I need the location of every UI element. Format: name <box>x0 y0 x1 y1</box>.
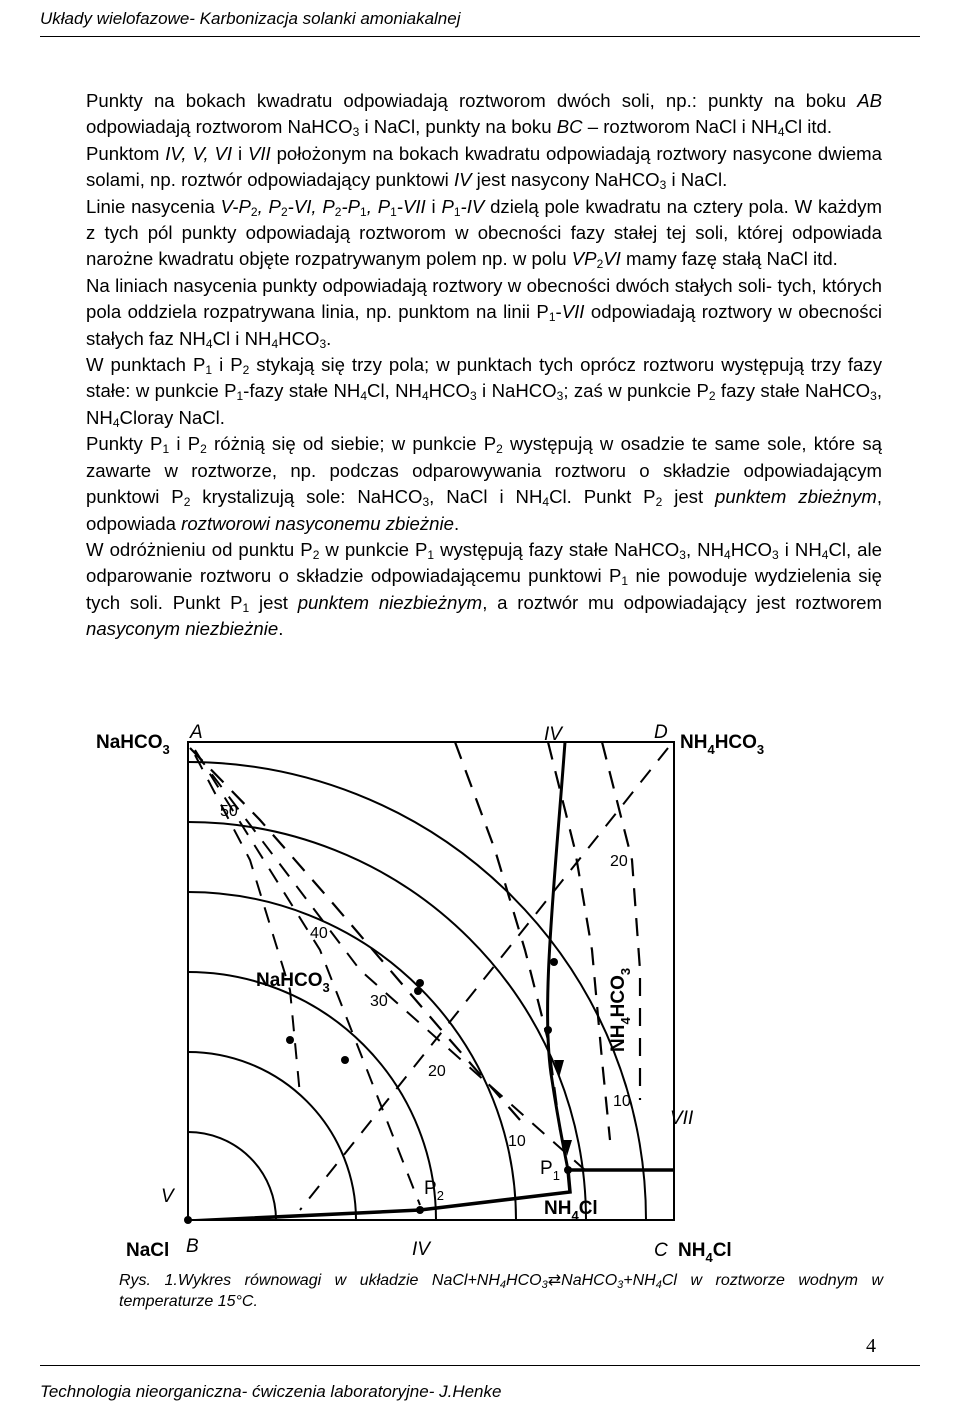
corner-label-nahco3: NaHCO$_3$ <box>96 732 170 757</box>
label-a: A <box>190 722 203 743</box>
label-iv-top: IV <box>544 724 562 745</box>
paragraph-4: Na liniach nasycenia punkty odpowiadają roztwory w obecności dwóch stałych soli- tych, których pola oddziela rozpatrywana linia, np. punktom na linii $P_1$-VII odpowiadają roztwory w obecności stałych faz $NH_4Cl$ i $NH_4HCO_3$. <box>86 274 882 351</box>
point-marker <box>184 1216 192 1224</box>
point-marker <box>286 1036 294 1044</box>
field-label-nh4cl: $NH_4Cl$ <box>544 1198 598 1223</box>
page-header: Układy wielofazowe- Karbonizacja solanki amoniakalnej <box>40 8 920 37</box>
point-marker <box>414 987 422 995</box>
paragraph-2: Punktom IV, V, VI i VII położonym na bokach kwadratu odpowiadają roztwory nasycone dwiema solami, np. roztwór odpowiadający punktowi IV jest nasycony NaHCO$_3$ i NaCl. <box>86 142 883 193</box>
paragraph-7: W odróżnieniu od punktu $P_2$ w punkcie $P_1$ występują fazy stałe NaHCO$_3$, $NH_4HCO_3$ i $NH_4Cl$, ale odparowanie roztworu o składzie odpowiadającemu punktowi $P_1$ nie powoduje wydzielenia się tych soli. Punkt $P_1$ jest punktem niezbieżnym, a roztwór mu odpowiadający jest roztworem nasyconym niezbieżnie. <box>86 538 882 640</box>
isotherm-label: 40 <box>310 925 328 942</box>
label-c: C <box>654 1240 668 1261</box>
point-marker <box>544 1026 552 1034</box>
isotherm-dashed <box>548 742 610 1140</box>
isotherm-label: 20 <box>610 853 628 870</box>
isotherm-dashed <box>190 748 520 1120</box>
construction-line <box>195 755 300 1095</box>
isotherm-label: 50 <box>220 803 238 820</box>
paragraph-6: Punkty $P_1$ i $P_2$ różnią się od siebie; w punkcie $P_2$ występują w osadzie te same sole, które są zawarte w roztworze, np. podczas odparowywania roztworu o składzie odpowiadającym punktowi $P_2$ krystalizują sole: NaHCO$_3$, NaCl i $NH_4Cl$. Punkt $P_2$ jest punktem zbieżnym, odpowiada roztworowi nasyconemu zbieżnie. <box>86 433 882 534</box>
figure-caption: Rys. 1.Wykres równowagi w układzie $NaCl+NH_4HCO_3⇄NaHCO_3+NH_4Cl$ w roztworze wodnym w temperaturze 15°C. <box>119 1272 883 1310</box>
point-marker <box>550 958 558 966</box>
isotherm-arc <box>188 972 436 1220</box>
paragraph-5: W punktach $P_1$ i $P_2$ stykają się trzy pola; w punktach tych oprócz roztworu występują trzy fazy stałe: w punkcie $P_1$-fazy stałe $NH_4Cl$, $NH_4HCO_3$ i NaHCO$_3$; zaś w punkcie $P_2$ fazy stałe NaHCO$_3$, $NH_4Cloray$ NaCl. <box>86 354 882 430</box>
isotherm-arc <box>188 822 586 1220</box>
field-label-nh4hco3: $NH_4HCO_3$ <box>608 967 633 1052</box>
paragraph-3: Linie nasycenia $V-P_2$, $P_2-VI$, $P_2-P_1$, $P_1$-VII i $P_1-IV$ dzielą pole kwadratu na cztery pola. W każdym z tych pól punkty odpowiadają roztworom w obecności fazy stałej tej soli, której odpowiada narożne kwadratu objęte rozpatrywanym polem np. w polu $VP_2VI$ mamy fazę stałą NaCl itd. <box>86 195 882 272</box>
point-marker <box>416 979 424 987</box>
label-v: V <box>161 1186 174 1207</box>
corner-label-nacl: NaCl <box>126 1240 170 1261</box>
isotherm-label: 10 <box>508 1133 526 1150</box>
corner-label-nh4hco3: $NH_4HCO_3$ <box>680 732 765 757</box>
corner-label-nh4cl: $NH_4Cl$ <box>678 1240 732 1265</box>
isotherm-arc <box>188 892 516 1220</box>
field-label-nahco3: NaHCO$_3$ <box>256 970 330 995</box>
page-number: 4 <box>866 1335 876 1357</box>
point-marker <box>564 1166 572 1174</box>
label-d: D <box>654 722 668 743</box>
body-text <box>86 88 882 643</box>
phase-diagram <box>0 700 960 1280</box>
isotherm-label: 30 <box>370 993 388 1010</box>
label-vii: VII <box>670 1108 694 1129</box>
label-p2: $P_2$ <box>424 1178 444 1203</box>
isotherm-label: 20 <box>428 1063 446 1080</box>
label-b: B <box>186 1236 199 1257</box>
point-marker <box>341 1056 349 1064</box>
label-p1: $P_1$ <box>540 1158 560 1183</box>
page-footer: Technologia nieorganiczna- ćwiczenia laboratoryjne- J.Henke <box>40 1365 920 1402</box>
isotherm-label: 10 <box>613 1093 631 1110</box>
paragraph-1: Punkty na bokach kwadratu odpowiadają roztworom dwóch soli, np.: punkty na boku AB odpowiadają roztworom NaHCO$_3$ i NaCl, punkty na boku BC – roztworom NaCl i $NH_4Cl$ itd. <box>86 90 882 140</box>
point-marker <box>416 1206 424 1214</box>
label-iv-bottom: IV <box>412 1239 430 1260</box>
isotherm-dashed <box>455 742 560 1130</box>
isotherm-arc <box>188 1132 276 1220</box>
